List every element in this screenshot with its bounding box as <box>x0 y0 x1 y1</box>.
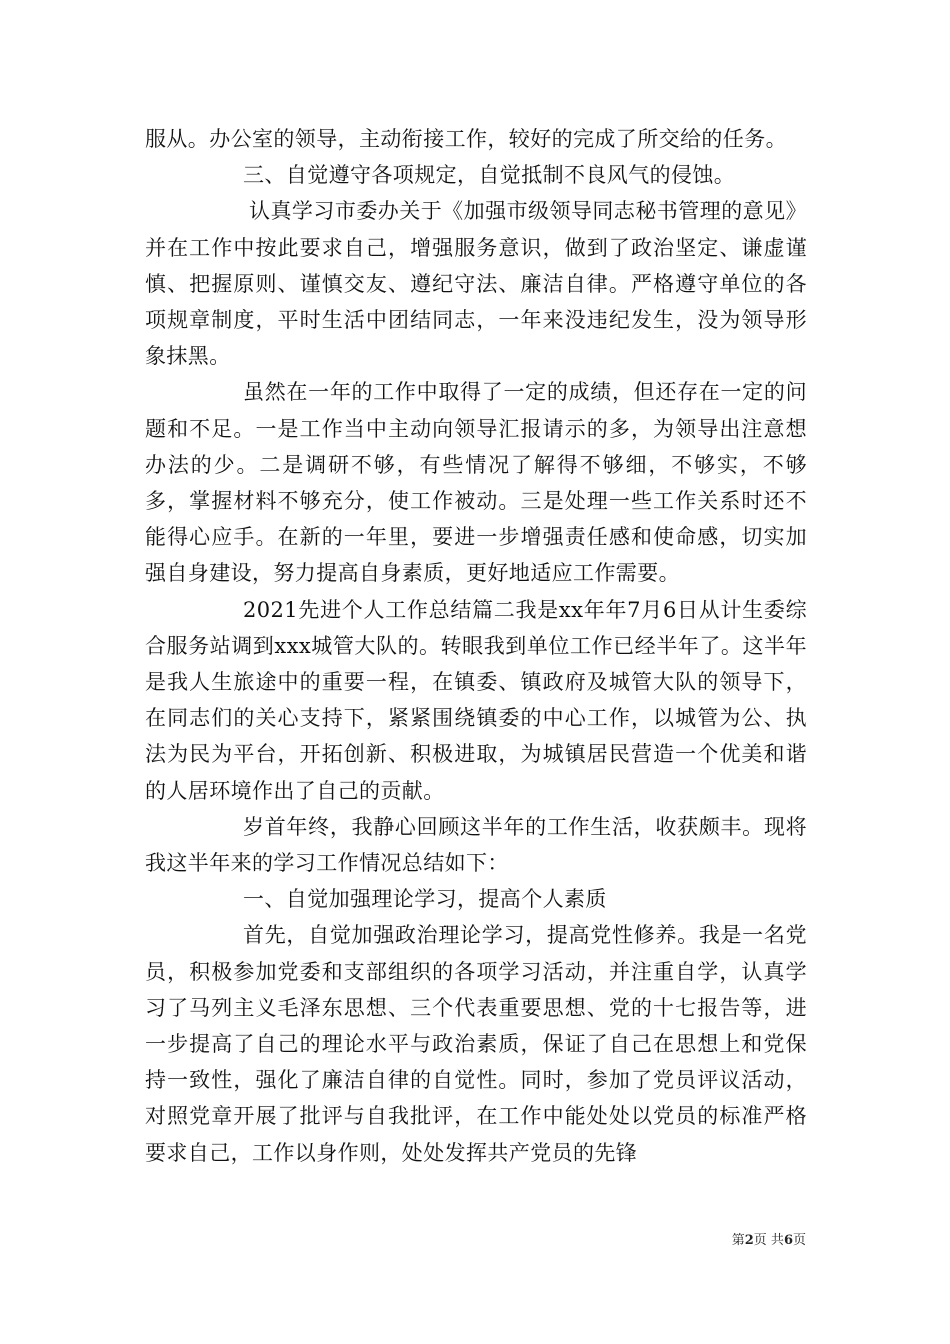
paragraph-article-two-intro: 2021先进个人工作总结篇二我是xx年年7月6日从计生委综合服务站调到xxx城管大队的。转眼我到单位工作已经半年了。这半年是我人生旅途中的重要一程，在镇委、镇政府及城管大队的领导下，在同志们的关心支持下，紧紧围绕镇委的中心工作，以城管为公、执法为民为平台，开拓创新、积极进取，为城镇居民营造一个优美和谐的人居环境作出了自己的贡献。 <box>145 597 807 803</box>
footer-prefix: 第 <box>731 1233 745 1248</box>
footer-middle: 页 共 <box>753 1233 784 1248</box>
paragraph-political-study: 首先，自觉加强政治理论学习，提高党性修养。我是一名党员，积极参加党委和支部组织的各项学习活动，并注重自学，认真学习了马列主义毛泽东思想、三个代表重要思想、党的十七报告等，进一步提高了自己的理论水平与政治素质，保证了自己在思想上和党保持一致性，强化了廉洁自律的自觉性。同时，参加了党员评议活动，对照党章开展了批评与自我批评，在工作中能处处以党员的标准严格要求自己，工作以身作则，处处发挥共产党员的先锋 <box>145 923 807 1165</box>
paragraph-shortcomings: 虽然在一年的工作中取得了一定的成绩，但还存在一定的问题和不足。一是工作当中主动向领导汇报请示的多，为领导出注意想办法的少。二是调研不够，有些情况了解得不够细，不够实，不够多，掌握材料不够充分，使工作被动。三是处理一些工作关系时还不能得心应手。在新的一年里，要进一步增强责任感和使命感，切实加强自身建设，努力提高自身素质，更好地适应工作需要。 <box>145 380 807 586</box>
footer-total-pages: 6 <box>783 1233 793 1248</box>
footer-current-page: 2 <box>744 1233 754 1248</box>
section-heading-1: 一、自觉加强理论学习，提高个人素质 <box>243 887 607 912</box>
page-number-footer <box>0 1232 806 1250</box>
paragraph-study-regulations: 认真学习市委办关于《加强市级领导同志秘书管理的意见》并在工作中按此要求自己，增强服务意识，做到了政治坚定、谦虚谨慎、把握原则、谨慎交友、遵纪守法、廉洁自律。严格遵守单位的各项规章制度，平时生活中团结同志，一年来没违纪发生，没为领导形象抹黑。 <box>145 199 807 369</box>
section-heading-3: 三、自觉遵守各项规定，自觉抵制不良风气的侵蚀。 <box>243 163 736 188</box>
footer-suffix: 页 <box>792 1233 806 1248</box>
paragraph-year-end-review: 岁首年终，我静心回顾这半年的工作生活，收获颇丰。现将我这半年来的学习工作情况总结如下： <box>145 814 807 876</box>
paragraph-continuation: 服从。办公室的领导，主动衔接工作，较好的完成了所交给的任务。 <box>145 127 787 151</box>
document-body <box>145 121 807 1171</box>
